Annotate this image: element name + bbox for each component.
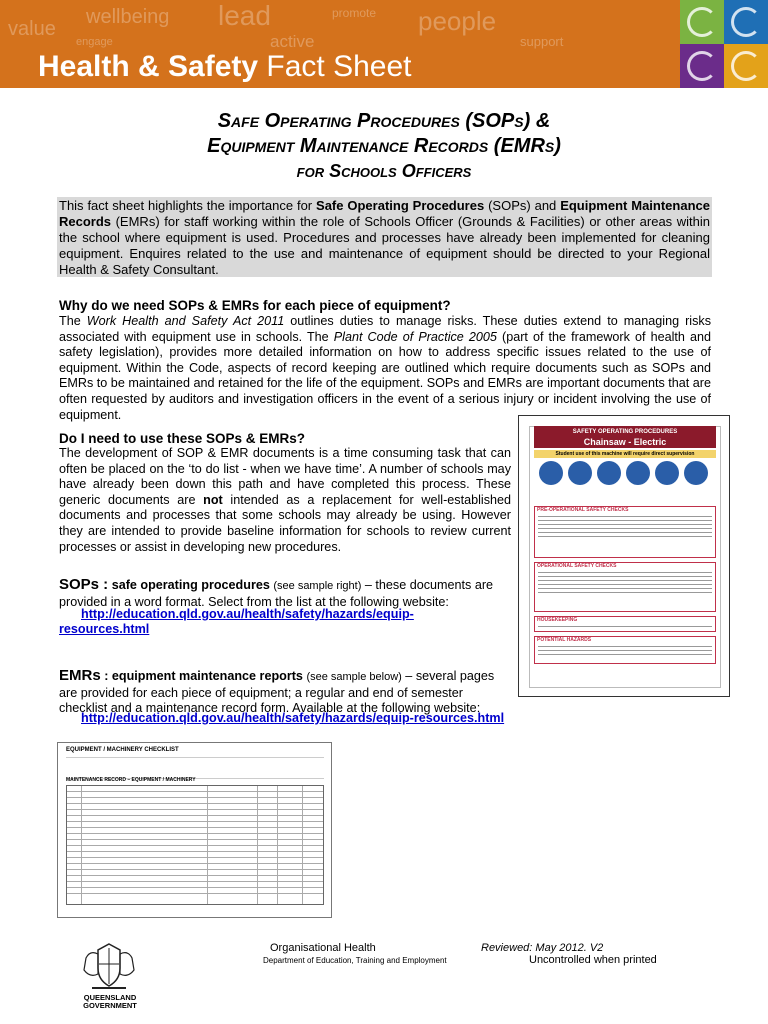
- sops-abbr: SOPs :: [59, 576, 109, 593]
- ppe-icon: [568, 461, 592, 485]
- need-paragraph: [59, 446, 511, 555]
- sop-sample-section: [534, 616, 716, 632]
- header-banner: [0, 0, 768, 88]
- ppe-icon: [597, 461, 621, 485]
- footer-org: Organisational Health: [270, 942, 376, 954]
- queensland-crest-icon: [78, 940, 140, 992]
- banner-word: people: [418, 6, 497, 36]
- need-not: not: [203, 492, 223, 507]
- sops-note: (see sample right): [273, 580, 362, 592]
- code-name: Plant Code of Practice 2005: [333, 329, 497, 344]
- banner-title: [38, 50, 412, 84]
- sops-link-cont[interactable]: resources.html: [59, 622, 150, 636]
- logo-tiles: [680, 0, 768, 88]
- banner-word: active: [270, 32, 315, 51]
- why-text: (part of the framework of health and safety legislation), provides more detailed information on how to address specific issues related to the use of equipment. Within the Code, aspects of record keeping are outlined which require documents such as SOPs and EMRs to be maintained and retained for the life of the equipment. SOPs and EMRs are important documents that are often requested by auditors and investigation officers in the event of a serious injury or incident involving the use of equipment.: [59, 329, 711, 422]
- tile-blue: [724, 0, 768, 44]
- banner-word: lead: [218, 0, 271, 31]
- act-name: Work Health and Safety Act 2011: [86, 314, 285, 328]
- banner-word: support: [520, 34, 564, 49]
- govt-logo-text: [70, 994, 150, 1010]
- tile-green: [680, 0, 724, 44]
- emr-sample-image: [57, 742, 332, 918]
- sop-sample-section-label: OPERATIONAL SAFETY CHECKS: [537, 563, 617, 569]
- sop-sample-section: [534, 636, 716, 664]
- banner-title-rest: Fact Sheet: [266, 50, 412, 83]
- sops-link[interactable]: http://education.qld.gov.au/health/safety/hazards/equip-: [81, 607, 414, 621]
- sop-sample-section-label: HOUSEKEEPING: [537, 617, 578, 623]
- ppe-icon: [539, 461, 563, 485]
- banner-word: value: [8, 18, 56, 40]
- need-heading: Do I need to use these SOPs & EMRs?: [59, 431, 306, 446]
- why-text: outlines duties to manage risks. These duties extend to managing risks associated with equipment use in schools. The: [59, 314, 711, 344]
- footer-dept: Department of Education, Training and Employment: [263, 956, 447, 965]
- sop-sample-section: [534, 562, 716, 612]
- need-text: intended as a replacement for well-established documents and processes that some schools may already be using. However they are intended to provide baseline information for schools to review current processes or assist in developing new procedures.: [59, 492, 511, 554]
- intro-text: (EMRs) for staff working within the role of Schools Officer (Grounds & Facilities) or other areas within the school where equipment is used. Procedures and processes have already been implemented for cleaning equipment. Enquires related to the use and maintenance of equipment should be directed to your Regional Health & Safety Consultant.: [59, 214, 710, 277]
- emrs-text: – several pages are provided for each piece of equipment; a regular and end of semester checklist and a maintenance record form. Available at the following website:: [59, 669, 495, 716]
- sops-text: – these documents are provided in a word format. Select from the list at the following website:: [59, 578, 494, 609]
- sop-sample-section-label: PRE-OPERATIONAL SAFETY CHECKS: [537, 507, 629, 513]
- emrs-name: : equipment maintenance reports: [104, 669, 303, 683]
- emrs-abbr: EMRs: [59, 667, 101, 684]
- emr-sample-title: EQUIPMENT / MACHINERY CHECKLIST: [66, 747, 179, 753]
- emr-sample-grid: [66, 785, 324, 905]
- doc-title-line2: Equipment Maintenance Records (EMRs): [207, 135, 561, 157]
- why-text: The: [59, 314, 87, 328]
- doc-title-line3: for Schools Officers: [296, 161, 472, 181]
- why-paragraph: [59, 314, 711, 423]
- govt-line1: QUEENSLAND: [83, 993, 137, 1002]
- ppe-icon: [655, 461, 679, 485]
- sop-sample-image: [518, 415, 730, 697]
- banner-word: engage: [76, 36, 113, 48]
- sops-name: safe operating procedures: [111, 578, 270, 592]
- intro-bold: Safe Operating Procedures: [316, 198, 485, 213]
- footer-reviewed: Reviewed: May 2012. V2: [481, 942, 604, 954]
- emrs-paragraph: [59, 668, 511, 717]
- intro-box: [57, 197, 712, 277]
- banner-word: wellbeing: [86, 6, 170, 28]
- sops-paragraph: [59, 577, 511, 610]
- ppe-icons: [539, 461, 711, 499]
- sop-sample-strip: Student use of this machine will require direct supervision: [534, 450, 716, 458]
- emr-sample-record: MAINTENANCE RECORD – EQUIPMENT / MACHINERY: [66, 777, 196, 783]
- need-text: The development of SOP & EMR documents is a time consuming task that can often be placed on the ‘to do list - when we have time’. A number of schools may have already been down this path and have completed this process. These generic documents are: [59, 446, 511, 507]
- sop-sample-machine: Chainsaw - Electric: [583, 437, 667, 447]
- footer-uncontrolled: Uncontrolled when printed: [529, 954, 657, 966]
- banner-title-bold: Health & Safety: [38, 50, 259, 83]
- sop-sample-section-label: POTENTIAL HAZARDS: [537, 637, 592, 643]
- govt-line2: GOVERNMENT: [83, 1001, 137, 1010]
- intro-text: (SOPs) and: [484, 198, 561, 213]
- why-heading: Why do we need SOPs & EMRs for each piece of equipment?: [59, 298, 451, 313]
- tile-purple: [680, 44, 724, 88]
- intro-bold: Equipment Maintenance Records: [59, 198, 710, 229]
- sops-link-line2[interactable]: [59, 622, 149, 638]
- tile-orange: [724, 44, 768, 88]
- sop-sample-header: [534, 426, 716, 448]
- banner-word: promote: [332, 6, 377, 20]
- sops-link-line1[interactable]: [81, 607, 414, 623]
- emrs-link-line[interactable]: [81, 711, 504, 727]
- intro-text: This fact sheet highlights the importance for: [59, 198, 317, 213]
- emrs-link[interactable]: http://education.qld.gov.au/health/safety/hazards/equip-resources.html: [81, 711, 505, 725]
- doc-title-line1: Safe Operating Procedures (SOPs) &: [217, 110, 551, 132]
- ppe-icon: [684, 461, 708, 485]
- sop-sample-section: [534, 506, 716, 558]
- sop-sample-header-text: SAFETY OPERATING PROCEDURES: [572, 429, 678, 435]
- emrs-note: (see sample below): [306, 671, 402, 683]
- ppe-icon: [626, 461, 650, 485]
